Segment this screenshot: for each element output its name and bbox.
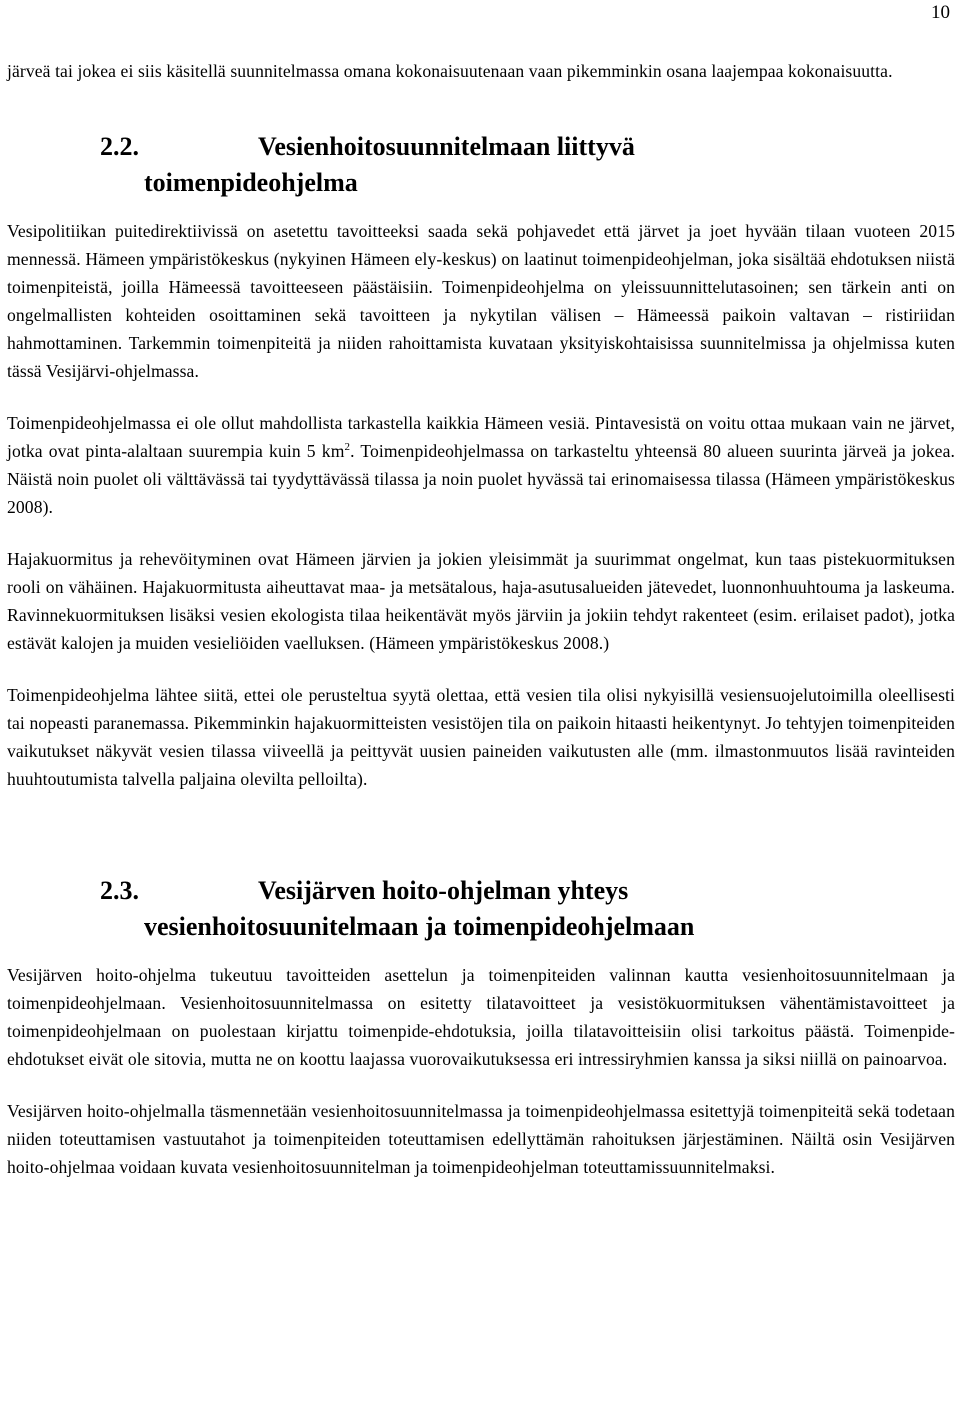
section-heading-2-3 [7,873,955,945]
section-title: Vesienhoitosuunnitelmaan liittyvä toimenpideohjelma [144,132,635,197]
paragraph-text: . Toimenpideohjelmassa on tarkasteltu yhteensä 80 alueen suurinta järveä ja jokea. Näistä noin puolet oli välttävässä tai tyydyttävässä tilassa ja noin puolet hyvässä tai erinomaisessa tilassa (Hämeen ympäristökeskus 2008). [7,441,955,517]
superscript: 2 [344,441,351,454]
section-heading-2-2 [7,129,955,201]
page-number: 10 [931,2,950,23]
paragraph-text: Toimenpideohjelmassa ei ole ollut mahdollista tarkastella kaikkia Hämeen vesiä. Pintavesistä on voitu ottaa mukaan vain ne järvet, jotka ovat pinta-alaltaan suurempia kuin 5 km [7,413,955,461]
paragraph: Vesijärven hoito-ohjelma tukeutuu tavoitteiden asettelun ja toimenpiteiden valinnan kautta vesienhoitosuunnitelmaan ja toimenpideohjelmaan. Vesienhoitosuunnitelmassa on esitetty tilatavoitteet ja vesistökuormituksen vähentämistavoitteet ja toimenpideohjelmaan on puolestaan kirjattu toimenpide-ehdotuksia, joilla tilatavoitteisiin olisi tarkoitus päästä. Toimenpide-ehdotukset eivät ole sitovia, mutta ne on koottu laajassa vuorovaikutuksessa eri intressiryhmien kanssa ja siksi niillä on painoarvoa. [7,965,955,1069]
document-body [7,57,955,1181]
paragraph: Vesipolitiikan puitedirektiivissä on asetettu tavoitteeksi saada sekä pohjavedet että järvet ja joet hyvään tilaan vuoteen 2015 mennessä. Hämeen ympäristökeskus (nykyinen Hämeen ely-keskus) on laatinut toimenpideohjelman, joka sisältää ehdotuksen niistä toimenpiteistä, joilla Hämeessä tavoitteeseen päästäisiin. Toimenpideohjelma on yleissuunnittelutasoinen; sen tärkein anti on ongelmallisten kohteiden osoittaminen sekä tavoitteen ja nykytilan välisen – Hämeessä paikoin valtavan – ristiriidan hahmottaminen. Tarkemmin toimenpiteitä ja niiden rahoittamista kuvataan yksityiskohtaisissa suunnitelmissa ja ohjelmissa kuten tässä Vesijärvi-ohjelmassa. [7,221,955,381]
section-number: 2.2. [100,132,139,161]
section-title: Vesijärven hoito-ohjelman yhteys vesienhoitosuunitelmaan ja toimenpideohjelmaan [144,876,695,941]
paragraph: Toimenpideohjelma lähtee siitä, ettei ole perusteltua syytä olettaa, että vesien tila olisi nykyisillä vesiensuojelutoimilla oleellisesti tai nopeasti paranemassa. Pikemminkin hajakuormitteisten vesistöjen tila on paikoin hitaasti heikentynyt. Jo tehtyjen toimenpiteiden vaikutukset näkyvät vesien tilassa viiveellä ja peittyvät uusien paineiden vaikutusten alle (mm. ilmastonmuutos lisää ravinteiden huuhtoutumista talvella paljaina olevilta pelloilta). [7,685,955,789]
intro-paragraph: järveä tai jokea ei siis käsitellä suunnitelmassa omana kokonaisuutenaan vaan pikemminkin osana laajempaa kokonaisuutta. [7,61,893,81]
paragraph: Hajakuormitus ja rehevöityminen ovat Hämeen järvien ja jokien yleisimmät ja suurimmat ongelmat, kun taas pistekuormituksen rooli on vähäinen. Hajakuormitusta aiheuttavat maa- ja metsätalous, haja-asutusalueiden jätevedet, luonnonhuuhtouma ja laskeuma. Ravinnekuormituksen lisäksi vesien ekologista tilaa heikentävät myös järviin ja jokiin tehdyt rakenteet (esim. erilaiset padot), jotka estävät kalojen ja muiden vesieliöiden vaelluksen. (Hämeen ympäristökeskus 2008.) [7,549,955,653]
paragraph-area [7,409,955,521]
paragraph: Vesijärven hoito-ohjelmalla täsmennetään vesienhoitosuunnitelmassa ja toimenpideohjelmassa esitettyjä toimenpiteitä sekä todetaan niiden toteuttamisen vastuutahot ja toimenpiteiden toteuttamisen edellyttämän rahoituksen järjestäminen. Näiltä osin Vesijärven hoito-ohjelmaa voidaan kuvata vesienhoitosuunnitelman ja toimenpideohjelman toteuttamissuunnitelmaksi. [7,1101,955,1177]
section-number: 2.3. [100,876,139,905]
